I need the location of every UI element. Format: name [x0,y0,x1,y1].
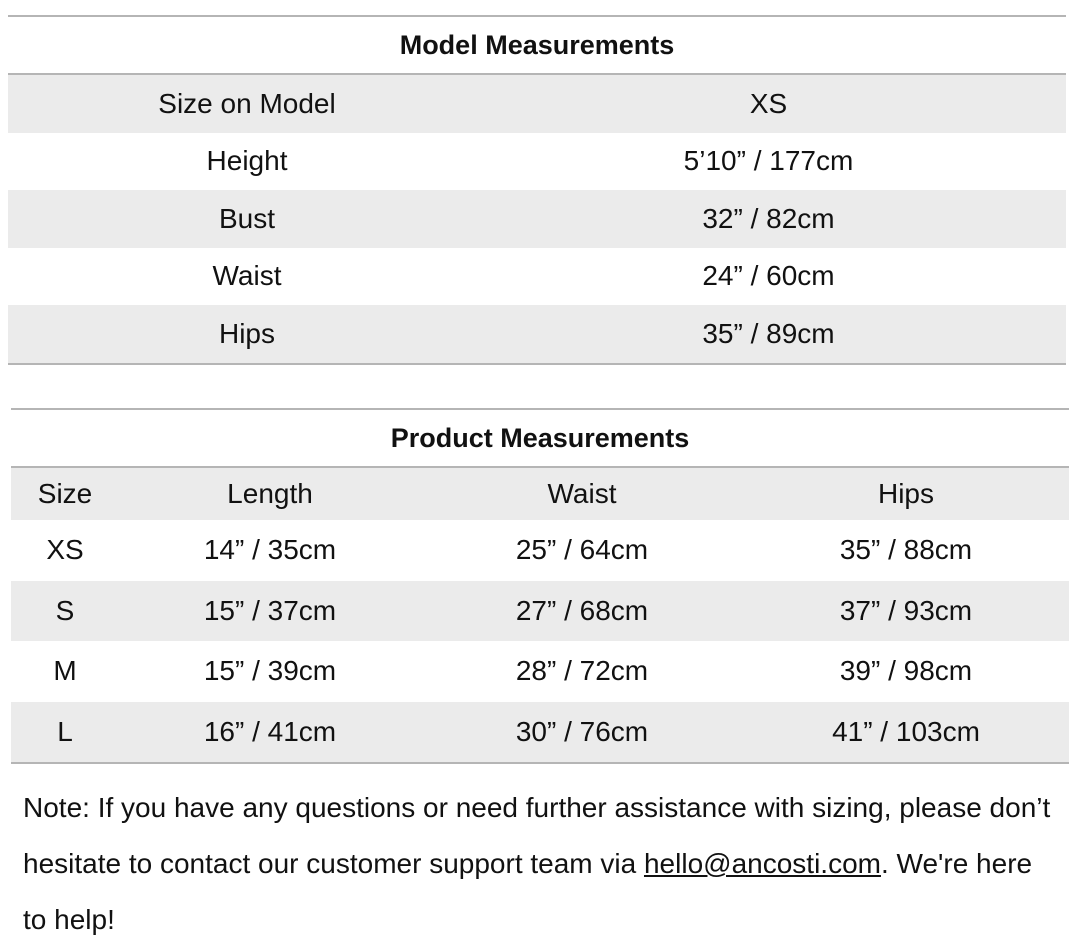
length-cell: 15” / 37cm [203,594,337,626]
hips-cell: 37” / 93cm [839,594,973,626]
waist-cell: 25” / 64cm [515,534,649,566]
table-row [11,641,1069,702]
row-value: 5’10” / 177cm [683,145,854,177]
row-label: Size on Model [158,87,336,119]
size-cell: M [53,655,77,687]
model-table-title: Model Measurements [399,30,675,60]
sizing-note [23,780,1063,948]
column-header-hips: Hips [877,478,934,509]
column-header-waist: Waist [547,478,617,509]
table-row [8,305,1066,363]
table-row [8,248,1066,306]
table-header-row [11,468,1069,520]
hips-cell: 41” / 103cm [832,715,980,747]
row-label: Hips [218,317,275,349]
hips-cell: 39” / 98cm [839,655,973,687]
table-row [8,190,1066,248]
table-row [11,581,1069,642]
waist-cell: 27” / 68cm [515,594,649,626]
length-cell: 16” / 41cm [203,715,337,747]
note-text-before: Note: If you have any questions or need further assistance with sizing, please don’t hesitate to contact our customer support team via [23,792,1051,879]
size-cell: L [57,715,73,747]
hips-cell: 35” / 88cm [839,534,973,566]
length-cell: 14” / 35cm [203,534,337,566]
note-text-after: . We're here to help! [23,848,1033,935]
table-bottom-rule [11,762,1069,764]
row-value: 35” / 89cm [702,317,835,349]
size-cell: S [55,594,75,626]
length-cell: 15” / 39cm [203,655,337,687]
row-value: XS [749,87,788,119]
table-bottom-rule [8,363,1066,365]
size-cell: XS [46,534,84,566]
column-header-length: Length [227,478,313,509]
support-email-link[interactable]: hello@ancosti.com [643,848,881,879]
table-row [11,520,1069,581]
row-value: 32” / 82cm [702,202,835,234]
row-label: Height [206,145,288,177]
row-value: 24” / 60cm [702,260,835,292]
product-measurements-table [11,408,1069,764]
table-row [8,75,1066,133]
product-table-title: Product Measurements [390,423,690,453]
waist-cell: 30” / 76cm [515,715,649,747]
table-row [11,702,1069,763]
row-label: Bust [218,202,276,234]
waist-cell: 28” / 72cm [515,655,649,687]
table-row [8,133,1066,191]
model-measurements-table [8,15,1066,365]
column-header-size: Size [37,478,93,509]
row-label: Waist [212,260,282,292]
